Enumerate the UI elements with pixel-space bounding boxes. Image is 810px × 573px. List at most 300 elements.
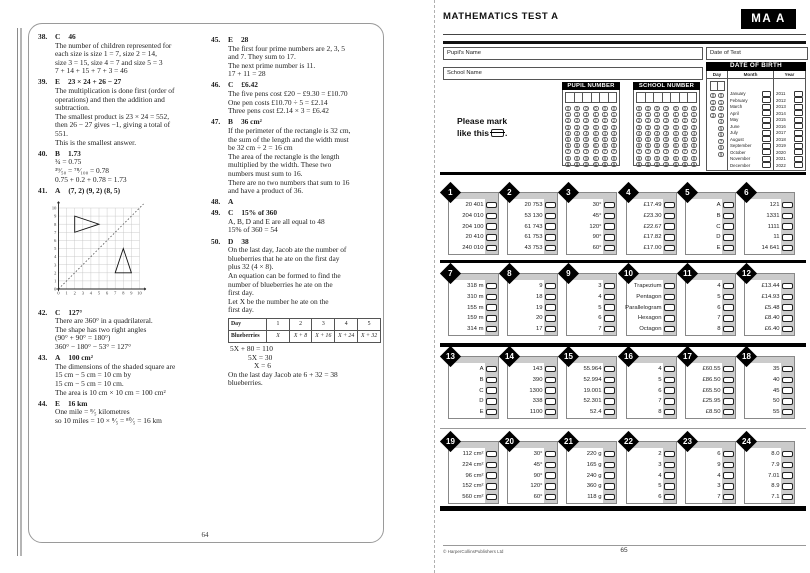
day-tens-oval[interactable]: 1 <box>711 99 715 105</box>
answer-checkbox[interactable] <box>545 283 556 290</box>
answer-checkbox[interactable] <box>604 398 615 405</box>
day-units-oval[interactable]: 9 <box>719 151 723 157</box>
answer-checkbox[interactable] <box>723 223 734 230</box>
answer-checkbox[interactable] <box>604 451 615 458</box>
digit-oval[interactable]: 4 <box>585 130 588 136</box>
answer-checkbox[interactable] <box>782 283 793 290</box>
digit-oval[interactable]: 0 <box>603 106 606 112</box>
digit-oval[interactable]: 4 <box>637 130 641 136</box>
digit-oval[interactable]: 9 <box>683 161 686 167</box>
answer-checkbox[interactable] <box>604 245 615 252</box>
digit-oval[interactable]: 3 <box>637 124 641 130</box>
digit-oval[interactable]: 1 <box>612 112 616 118</box>
answer-checkbox[interactable] <box>486 451 497 458</box>
write-cell[interactable] <box>592 93 601 102</box>
answer-checkbox[interactable] <box>545 213 556 220</box>
answer-checkbox[interactable] <box>782 234 793 241</box>
answer-checkbox[interactable] <box>664 472 675 479</box>
answer-checkbox[interactable] <box>782 326 793 333</box>
digit-oval[interactable]: 5 <box>692 137 696 143</box>
year-checkbox[interactable] <box>794 97 803 103</box>
digit-oval[interactable]: 0 <box>683 106 686 112</box>
digit-oval[interactable]: 9 <box>612 161 616 167</box>
digit-oval[interactable]: 1 <box>603 112 606 118</box>
digit-oval[interactable]: 7 <box>683 149 686 155</box>
digit-oval[interactable]: 2 <box>637 118 641 124</box>
digit-oval[interactable]: 0 <box>646 106 650 112</box>
digit-oval[interactable]: 2 <box>576 118 579 124</box>
answer-checkbox[interactable] <box>782 245 793 252</box>
answer-checkbox[interactable] <box>604 472 615 479</box>
digit-oval[interactable]: 3 <box>612 124 616 130</box>
answer-checkbox[interactable] <box>545 202 556 209</box>
answer-checkbox[interactable] <box>545 377 556 384</box>
answer-checkbox[interactable] <box>782 377 793 384</box>
answer-checkbox[interactable] <box>723 409 734 416</box>
digit-oval[interactable]: 2 <box>594 118 597 124</box>
digit-oval[interactable]: 7 <box>637 149 641 155</box>
answer-checkbox[interactable] <box>664 366 675 373</box>
answer-checkbox[interactable] <box>486 377 497 384</box>
answer-checkbox[interactable] <box>486 304 497 311</box>
answer-checkbox[interactable] <box>486 223 497 230</box>
month-checkbox[interactable] <box>762 156 771 162</box>
digit-oval[interactable]: 1 <box>594 112 597 118</box>
digit-oval[interactable]: 8 <box>683 155 686 161</box>
day-tens-oval[interactable]: 2 <box>711 106 715 112</box>
digit-oval[interactable]: 8 <box>566 155 570 161</box>
answer-checkbox[interactable] <box>545 245 556 252</box>
digit-oval[interactable]: 5 <box>656 137 659 143</box>
digit-oval[interactable]: 1 <box>665 112 668 118</box>
answer-checkbox[interactable] <box>664 283 675 290</box>
digit-oval[interactable]: 2 <box>656 118 659 124</box>
answer-checkbox[interactable] <box>545 234 556 241</box>
answer-checkbox[interactable] <box>545 451 556 458</box>
digit-oval[interactable]: 5 <box>637 137 641 143</box>
digit-oval[interactable]: 6 <box>576 143 579 149</box>
answer-checkbox[interactable] <box>723 483 734 490</box>
digit-oval[interactable]: 8 <box>603 155 606 161</box>
answer-checkbox[interactable] <box>723 213 734 220</box>
answer-checkbox[interactable] <box>486 409 497 416</box>
digit-oval[interactable]: 3 <box>566 124 570 130</box>
digit-oval[interactable]: 6 <box>637 143 641 149</box>
answer-checkbox[interactable] <box>486 326 497 333</box>
digit-oval[interactable]: 0 <box>576 106 579 112</box>
digit-oval[interactable]: 0 <box>665 106 668 112</box>
answer-checkbox[interactable] <box>664 462 675 469</box>
answer-checkbox[interactable] <box>664 377 675 384</box>
answer-checkbox[interactable] <box>604 462 615 469</box>
answer-checkbox[interactable] <box>723 283 734 290</box>
digit-oval[interactable]: 9 <box>656 161 659 167</box>
month-checkbox[interactable] <box>762 149 771 155</box>
month-checkbox[interactable] <box>762 123 771 129</box>
digit-oval[interactable]: 2 <box>612 118 616 124</box>
day-units-oval[interactable]: 2 <box>719 106 723 112</box>
day-units-oval[interactable]: 1 <box>719 99 723 105</box>
year-checkbox[interactable] <box>794 149 803 155</box>
answer-checkbox[interactable] <box>486 387 497 394</box>
digit-oval[interactable]: 0 <box>674 106 677 112</box>
answer-checkbox[interactable] <box>782 294 793 301</box>
answer-checkbox[interactable] <box>664 494 675 501</box>
day-units-oval[interactable]: 6 <box>719 132 723 138</box>
answer-checkbox[interactable] <box>604 387 615 394</box>
answer-checkbox[interactable] <box>782 304 793 311</box>
month-checkbox[interactable] <box>762 110 771 116</box>
write-cell[interactable] <box>575 93 584 102</box>
digit-oval[interactable]: 2 <box>585 118 588 124</box>
answer-checkbox[interactable] <box>545 462 556 469</box>
answer-checkbox[interactable] <box>723 398 734 405</box>
digit-oval[interactable]: 3 <box>603 124 606 130</box>
answer-checkbox[interactable] <box>545 223 556 230</box>
answer-checkbox[interactable] <box>604 304 615 311</box>
digit-oval[interactable]: 7 <box>576 149 579 155</box>
write-cell[interactable] <box>654 93 663 102</box>
day-units-oval[interactable]: 3 <box>719 112 723 118</box>
digit-oval[interactable]: 6 <box>683 143 686 149</box>
digit-oval[interactable]: 9 <box>674 161 677 167</box>
answer-checkbox[interactable] <box>545 315 556 322</box>
answer-checkbox[interactable] <box>545 366 556 373</box>
digit-oval[interactable]: 0 <box>612 106 616 112</box>
write-cell[interactable] <box>609 93 617 102</box>
digit-oval[interactable]: 4 <box>646 130 650 136</box>
day-units-oval[interactable]: 8 <box>719 145 723 151</box>
answer-checkbox[interactable] <box>486 472 497 479</box>
digit-oval[interactable]: 3 <box>665 124 668 130</box>
digit-oval[interactable]: 6 <box>585 143 588 149</box>
year-checkbox[interactable] <box>794 130 803 136</box>
digit-oval[interactable]: 8 <box>585 155 588 161</box>
answer-checkbox[interactable] <box>723 304 734 311</box>
digit-oval[interactable]: 0 <box>692 106 696 112</box>
digit-oval[interactable]: 2 <box>646 118 650 124</box>
digit-oval[interactable]: 6 <box>612 143 616 149</box>
answer-checkbox[interactable] <box>723 462 734 469</box>
answer-checkbox[interactable] <box>604 315 615 322</box>
digit-oval[interactable]: 4 <box>656 130 659 136</box>
answer-checkbox[interactable] <box>664 326 675 333</box>
digit-oval[interactable]: 5 <box>665 137 668 143</box>
answer-checkbox[interactable] <box>782 462 793 469</box>
answer-checkbox[interactable] <box>604 377 615 384</box>
answer-checkbox[interactable] <box>604 409 615 416</box>
answer-checkbox[interactable] <box>604 213 615 220</box>
digit-oval[interactable]: 9 <box>585 161 588 167</box>
write-cell[interactable] <box>646 93 655 102</box>
answer-checkbox[interactable] <box>723 377 734 384</box>
answer-checkbox[interactable] <box>604 202 615 209</box>
day-tens-oval[interactable]: 0 <box>711 93 715 99</box>
digit-oval[interactable]: 5 <box>674 137 677 143</box>
month-checkbox[interactable] <box>762 104 771 110</box>
digit-oval[interactable]: 2 <box>665 118 668 124</box>
answer-checkbox[interactable] <box>664 451 675 458</box>
answer-checkbox[interactable] <box>664 483 675 490</box>
answer-checkbox[interactable] <box>723 366 734 373</box>
digit-oval[interactable]: 8 <box>665 155 668 161</box>
answer-checkbox[interactable] <box>664 387 675 394</box>
answer-checkbox[interactable] <box>664 409 675 416</box>
digit-oval[interactable]: 5 <box>566 137 570 143</box>
year-checkbox[interactable] <box>794 117 803 123</box>
digit-oval[interactable]: 3 <box>594 124 597 130</box>
digit-oval[interactable]: 4 <box>603 130 606 136</box>
answer-checkbox[interactable] <box>486 294 497 301</box>
digit-oval[interactable]: 9 <box>594 161 597 167</box>
answer-checkbox[interactable] <box>545 326 556 333</box>
month-checkbox[interactable] <box>762 97 771 103</box>
answer-checkbox[interactable] <box>782 202 793 209</box>
digit-oval[interactable]: 6 <box>603 143 606 149</box>
write-cell[interactable] <box>680 93 689 102</box>
digit-oval[interactable]: 7 <box>674 149 677 155</box>
digit-oval[interactable]: 7 <box>646 149 650 155</box>
digit-oval[interactable]: 8 <box>692 155 696 161</box>
digit-oval[interactable]: 5 <box>646 137 650 143</box>
answer-checkbox[interactable] <box>782 494 793 501</box>
answer-checkbox[interactable] <box>664 202 675 209</box>
digit-oval[interactable]: 8 <box>576 155 579 161</box>
digit-oval[interactable]: 3 <box>646 124 650 130</box>
digit-oval[interactable]: 8 <box>612 155 616 161</box>
answer-checkbox[interactable] <box>545 294 556 301</box>
digit-oval[interactable]: 3 <box>585 124 588 130</box>
answer-checkbox[interactable] <box>545 494 556 501</box>
digit-oval[interactable]: 5 <box>683 137 686 143</box>
digit-oval[interactable]: 2 <box>692 118 696 124</box>
answer-checkbox[interactable] <box>782 387 793 394</box>
digit-oval[interactable]: 8 <box>646 155 650 161</box>
digit-oval[interactable]: 7 <box>585 149 588 155</box>
answer-checkbox[interactable] <box>723 494 734 501</box>
month-checkbox[interactable] <box>762 130 771 136</box>
digit-oval[interactable]: 9 <box>646 161 650 167</box>
month-checkbox[interactable] <box>762 136 771 142</box>
school-name-field[interactable] <box>443 67 703 80</box>
answer-checkbox[interactable] <box>664 315 675 322</box>
digit-oval[interactable]: 4 <box>683 130 686 136</box>
digit-oval[interactable]: 7 <box>665 149 668 155</box>
digit-oval[interactable]: 5 <box>603 137 606 143</box>
digit-oval[interactable]: 3 <box>683 124 686 130</box>
write-cell[interactable] <box>671 93 680 102</box>
answer-checkbox[interactable] <box>486 315 497 322</box>
digit-oval[interactable]: 4 <box>612 130 616 136</box>
digit-oval[interactable]: 1 <box>656 112 659 118</box>
answer-checkbox[interactable] <box>664 245 675 252</box>
answer-checkbox[interactable] <box>545 409 556 416</box>
digit-oval[interactable]: 6 <box>674 143 677 149</box>
answer-checkbox[interactable] <box>782 451 793 458</box>
digit-oval[interactable]: 4 <box>576 130 579 136</box>
digit-oval[interactable]: 1 <box>566 112 570 118</box>
digit-oval[interactable]: 2 <box>683 118 686 124</box>
month-checkbox[interactable] <box>762 162 771 168</box>
answer-checkbox[interactable] <box>723 234 734 241</box>
digit-oval[interactable]: 6 <box>692 143 696 149</box>
digit-oval[interactable]: 1 <box>683 112 686 118</box>
digit-oval[interactable]: 7 <box>603 149 606 155</box>
digit-oval[interactable]: 7 <box>612 149 616 155</box>
answer-checkbox[interactable] <box>486 366 497 373</box>
answer-checkbox[interactable] <box>486 213 497 220</box>
digit-oval[interactable]: 3 <box>692 124 696 130</box>
digit-oval[interactable]: 9 <box>692 161 696 167</box>
digit-oval[interactable]: 4 <box>566 130 570 136</box>
digit-oval[interactable]: 1 <box>646 112 650 118</box>
answer-checkbox[interactable] <box>604 234 615 241</box>
digit-oval[interactable]: 0 <box>566 106 570 112</box>
answer-checkbox[interactable] <box>664 213 675 220</box>
answer-checkbox[interactable] <box>782 483 793 490</box>
answer-checkbox[interactable] <box>723 387 734 394</box>
year-checkbox[interactable] <box>794 123 803 129</box>
digit-oval[interactable]: 6 <box>646 143 650 149</box>
answer-checkbox[interactable] <box>664 398 675 405</box>
digit-oval[interactable]: 9 <box>603 161 606 167</box>
answer-checkbox[interactable] <box>486 462 497 469</box>
answer-checkbox[interactable] <box>545 304 556 311</box>
digit-oval[interactable]: 7 <box>594 149 597 155</box>
answer-checkbox[interactable] <box>604 483 615 490</box>
answer-checkbox[interactable] <box>545 398 556 405</box>
digit-oval[interactable]: 9 <box>576 161 579 167</box>
answer-checkbox[interactable] <box>782 223 793 230</box>
month-checkbox[interactable] <box>762 91 771 97</box>
digit-oval[interactable]: 1 <box>674 112 677 118</box>
write-cell[interactable] <box>600 93 609 102</box>
answer-checkbox[interactable] <box>486 483 497 490</box>
digit-oval[interactable]: 8 <box>594 155 597 161</box>
answer-checkbox[interactable] <box>604 283 615 290</box>
digit-oval[interactable]: 9 <box>566 161 570 167</box>
digit-oval[interactable]: 0 <box>637 106 641 112</box>
day-tens-oval[interactable]: 3 <box>711 112 715 118</box>
digit-oval[interactable]: 4 <box>594 130 597 136</box>
day-units-oval[interactable]: 0 <box>719 93 723 99</box>
digit-oval[interactable]: 6 <box>594 143 597 149</box>
date-of-test-field[interactable] <box>706 47 808 60</box>
year-checkbox[interactable] <box>794 143 803 149</box>
digit-oval[interactable]: 2 <box>566 118 570 124</box>
digit-oval[interactable]: 6 <box>566 143 570 149</box>
answer-checkbox[interactable] <box>723 202 734 209</box>
year-checkbox[interactable] <box>794 91 803 97</box>
day-write-cell[interactable] <box>718 82 724 90</box>
answer-checkbox[interactable] <box>723 472 734 479</box>
digit-oval[interactable]: 3 <box>576 124 579 130</box>
digit-oval[interactable]: 9 <box>665 161 668 167</box>
day-units-oval[interactable]: 7 <box>719 138 723 144</box>
write-cell[interactable] <box>566 93 575 102</box>
answer-checkbox[interactable] <box>782 472 793 479</box>
month-checkbox[interactable] <box>762 117 771 123</box>
digit-oval[interactable]: 7 <box>566 149 570 155</box>
digit-oval[interactable]: 4 <box>692 130 696 136</box>
answer-checkbox[interactable] <box>723 294 734 301</box>
day-write-cell[interactable] <box>711 82 718 90</box>
answer-checkbox[interactable] <box>486 245 497 252</box>
digit-oval[interactable]: 7 <box>656 149 659 155</box>
digit-oval[interactable]: 1 <box>576 112 579 118</box>
digit-oval[interactable]: 4 <box>665 130 668 136</box>
write-cell[interactable] <box>688 93 696 102</box>
answer-checkbox[interactable] <box>664 304 675 311</box>
digit-oval[interactable]: 0 <box>585 106 588 112</box>
year-checkbox[interactable] <box>794 136 803 142</box>
digit-oval[interactable]: 0 <box>656 106 659 112</box>
digit-oval[interactable]: 5 <box>612 137 616 143</box>
answer-checkbox[interactable] <box>723 326 734 333</box>
day-units-oval[interactable]: 5 <box>719 125 723 131</box>
digit-oval[interactable]: 5 <box>585 137 588 143</box>
digit-oval[interactable]: 0 <box>594 106 597 112</box>
answer-checkbox[interactable] <box>664 294 675 301</box>
digit-oval[interactable]: 1 <box>692 112 696 118</box>
answer-checkbox[interactable] <box>604 494 615 501</box>
digit-oval[interactable]: 8 <box>637 155 641 161</box>
digit-oval[interactable]: 2 <box>674 118 677 124</box>
answer-checkbox[interactable] <box>723 245 734 252</box>
answer-checkbox[interactable] <box>604 223 615 230</box>
pupil-name-field[interactable] <box>443 47 703 60</box>
day-units-oval[interactable]: 4 <box>719 119 723 125</box>
answer-checkbox[interactable] <box>486 234 497 241</box>
answer-checkbox[interactable] <box>545 387 556 394</box>
answer-checkbox[interactable] <box>486 398 497 405</box>
digit-oval[interactable]: 3 <box>656 124 659 130</box>
write-cell[interactable] <box>663 93 672 102</box>
digit-oval[interactable]: 5 <box>594 137 597 143</box>
write-cell[interactable] <box>583 93 592 102</box>
answer-checkbox[interactable] <box>782 213 793 220</box>
write-cell[interactable] <box>637 93 646 102</box>
digit-oval[interactable]: 6 <box>656 143 659 149</box>
answer-checkbox[interactable] <box>782 366 793 373</box>
year-checkbox[interactable] <box>794 156 803 162</box>
answer-checkbox[interactable] <box>604 326 615 333</box>
answer-checkbox[interactable] <box>782 409 793 416</box>
year-checkbox[interactable] <box>794 162 803 168</box>
digit-oval[interactable]: 9 <box>637 161 641 167</box>
answer-checkbox[interactable] <box>782 398 793 405</box>
digit-oval[interactable]: 8 <box>656 155 659 161</box>
answer-checkbox[interactable] <box>486 494 497 501</box>
answer-checkbox[interactable] <box>723 451 734 458</box>
answer-checkbox[interactable] <box>723 315 734 322</box>
month-checkbox[interactable] <box>762 143 771 149</box>
answer-checkbox[interactable] <box>782 315 793 322</box>
digit-oval[interactable]: 1 <box>637 112 641 118</box>
answer-checkbox[interactable] <box>545 483 556 490</box>
digit-oval[interactable]: 7 <box>692 149 696 155</box>
day-write-box[interactable] <box>710 81 725 91</box>
answer-checkbox[interactable] <box>664 223 675 230</box>
digit-oval[interactable]: 1 <box>585 112 588 118</box>
answer-checkbox[interactable] <box>664 234 675 241</box>
answer-checkbox[interactable] <box>604 294 615 301</box>
answer-checkbox[interactable] <box>486 283 497 290</box>
digit-oval[interactable]: 4 <box>674 130 677 136</box>
year-checkbox[interactable] <box>794 104 803 110</box>
digit-oval[interactable]: 8 <box>674 155 677 161</box>
digit-oval[interactable]: 3 <box>674 124 677 130</box>
